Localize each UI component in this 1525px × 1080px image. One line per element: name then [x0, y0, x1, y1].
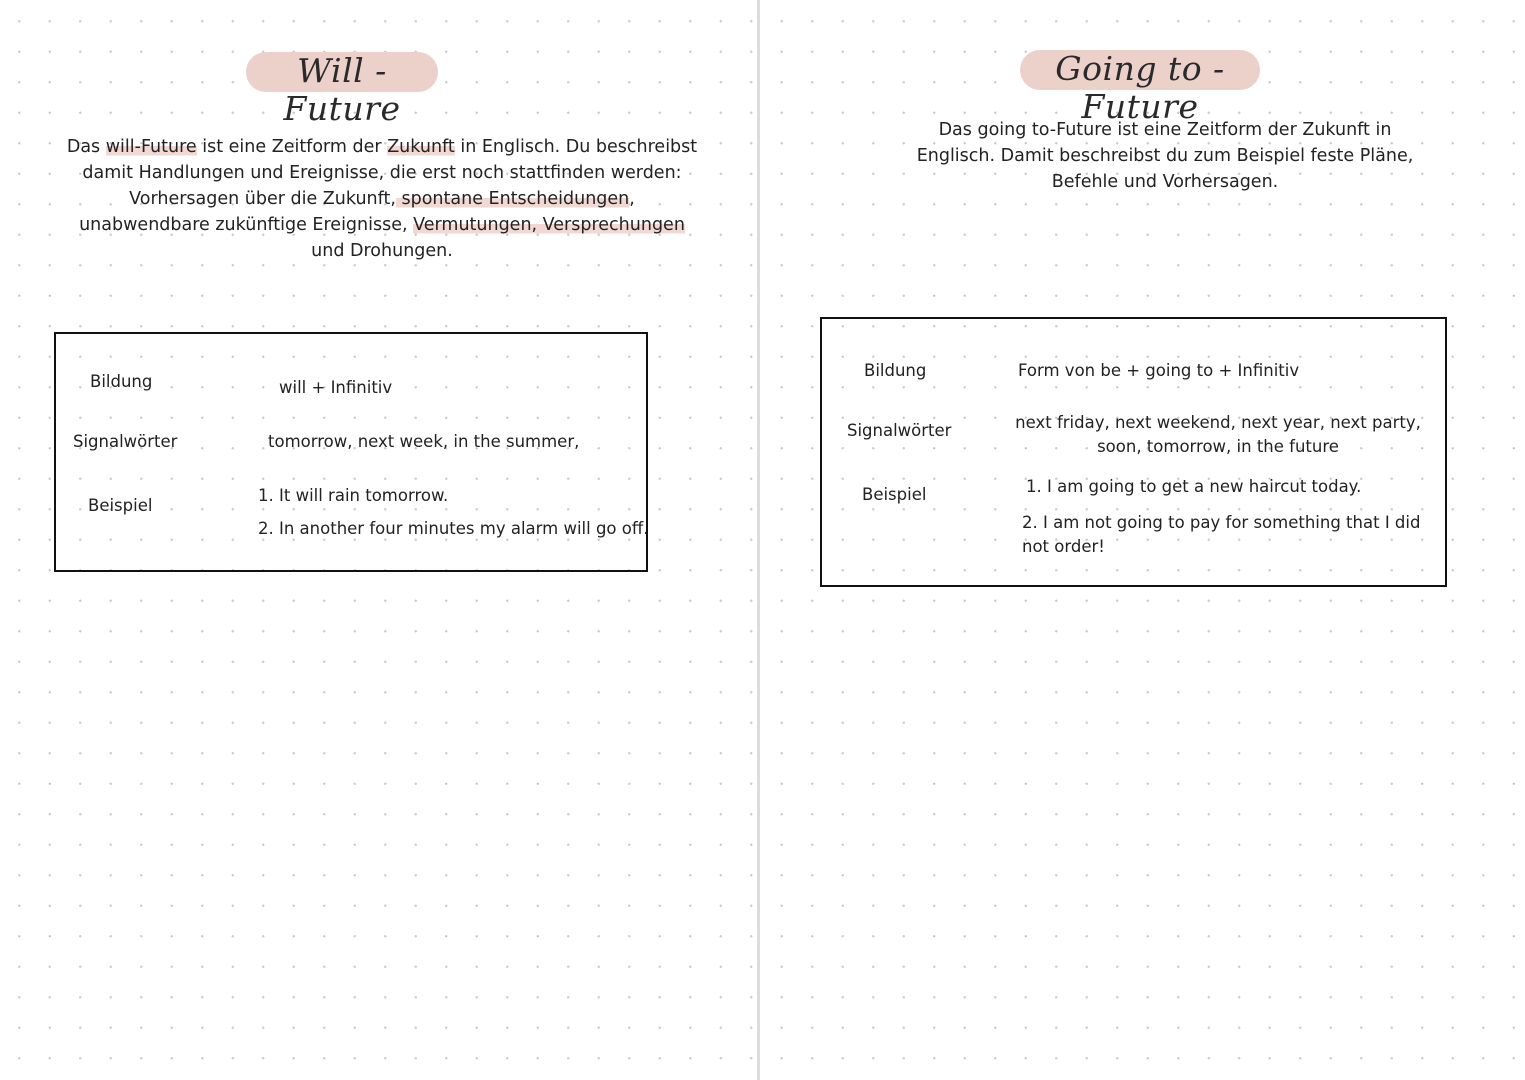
bildung-label: Bildung	[90, 372, 153, 391]
signalwoerter-label: Signalwörter	[73, 432, 178, 451]
example-2: 2. In another four minutes my alarm will go off.	[258, 519, 649, 538]
will-future-title: Will - Future	[246, 52, 438, 92]
will-future-intro: Das will-Future ist eine Zeitform der Zukunft in Englisch. Du beschreibst damit Handlungen und Ereignisse, die erst noch stattfinden werden: Vorhersagen über die Zukunft, spontane Entscheidungen, unabwendbare zukünftige Ereignisse, Vermutungen, Versprechungen und Drohungen.	[66, 137, 698, 261]
bildung-value: will + Infinitiv	[279, 378, 393, 397]
beispiel-label: Beispiel	[862, 485, 927, 504]
going-to-future-title: Going to - Future	[1020, 50, 1260, 90]
example-1: 1. It will rain tomorrow.	[258, 486, 449, 505]
bildung-label: Bildung	[864, 361, 927, 380]
going-to-future-intro: Das going to-Future ist eine Zeitform der Zukunft in Englisch. Damit beschreibst du zum Beispiel feste Pläne, Befehle und Vorhersagen.	[916, 120, 1414, 192]
example-2: 2. I am not going to pay for something that I did not order!	[1022, 513, 1421, 556]
signalwoerter-value: next friday, next weekend, next year, next party, soon, tomorrow, in the future	[1015, 413, 1421, 456]
right-page	[760, 0, 1525, 1080]
highlight-vermutungen: Vermutungen, Versprechungen	[413, 215, 685, 235]
highlight-zukunft: Zukunft	[387, 137, 455, 157]
highlight-will-future: will-Future	[105, 137, 197, 157]
example-1: 1. I am going to get a new haircut today.	[1026, 477, 1362, 496]
highlight-spontane-entscheidungen: spontane Entscheidungen	[395, 189, 630, 209]
bildung-value: Form von be + going to + Infinitiv	[1018, 361, 1300, 380]
going-to-future-table	[820, 317, 1447, 587]
signalwoerter-label: Signalwörter	[847, 421, 952, 440]
left-page	[0, 0, 757, 1080]
signalwoerter-value: tomorrow, next week, in the summer,	[268, 432, 580, 451]
beispiel-label: Beispiel	[88, 496, 153, 515]
will-future-table	[54, 332, 648, 572]
